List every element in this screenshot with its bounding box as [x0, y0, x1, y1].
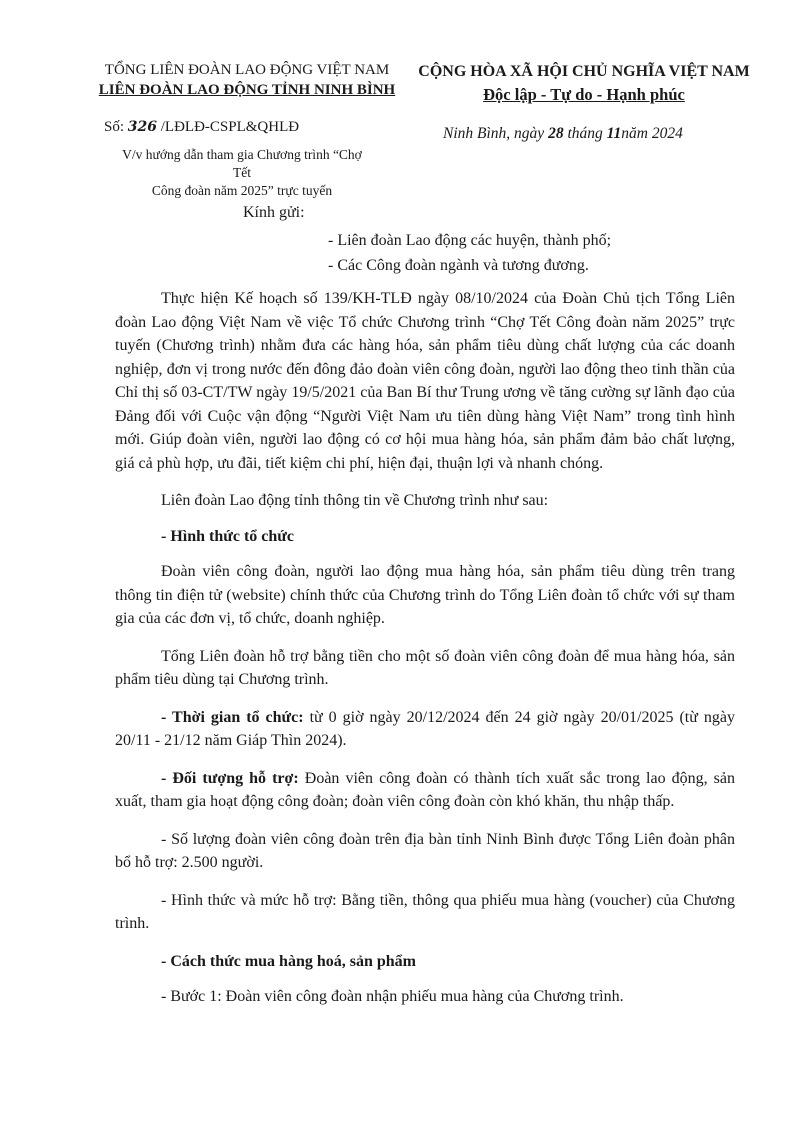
recipient-item: - Liên đoàn Lao động các huyện, thành phố;	[328, 232, 612, 249]
doc-number-prefix: Số:	[104, 119, 125, 135]
heading-format: - Hình thức tổ chức	[161, 527, 294, 545]
paragraph-support: Tổng Liên đoàn hỗ trợ bằng tiền cho một số đoàn viên công đoàn để mua hàng hóa, sản phẩm tiêu dùng tại Chương trình.	[115, 647, 735, 688]
paragraph-intro: Liên đoàn Lao động tỉnh thông tin về Chương trình như sau:	[161, 492, 549, 509]
national-header	[414, 60, 754, 106]
recipient-item: - Các Công đoàn ngành và tương đương.	[328, 257, 589, 274]
paragraph-method: - Hình thức và mức hỗ trợ: Bằng tiền, thông qua phiếu mua hàng (voucher) của Chương trình.	[115, 891, 735, 932]
date-month: 11	[606, 125, 622, 142]
subject-line-1: V/v hướng dẫn tham gia Chương trình “Chợ Tết	[122, 147, 362, 180]
recipient-list	[328, 228, 611, 278]
issuing-organization	[82, 60, 412, 100]
date-line	[443, 125, 683, 143]
issuing-unit: LIÊN ĐOÀN LAO ĐỘNG TỈNH NINH BÌNH	[98, 82, 396, 98]
date-year: năm 2024	[621, 125, 683, 142]
date-month-label: tháng	[567, 125, 603, 142]
national-motto: Độc lập - Tự do - Hạnh phúc	[483, 85, 685, 104]
heading-purchase: - Cách thức mua hàng hoá, sản phẩm	[161, 952, 416, 970]
paragraph-format: Đoàn viên công đoàn, người lao động mua hàng hóa, sản phẩm tiêu dùng trên trang thông tin điện tử (website) chính thức của Chương trình do Tổng Liên đoàn tổ chức với sự tham gia của các đơn vị, tổ chức, doanh nghiệp.	[115, 563, 735, 627]
nation-name: CỘNG HÒA XÃ HỘI CHỦ NGHĨA VIỆT NAM	[418, 63, 750, 80]
doc-number-suffix: /LĐLĐ-CSPL&QHLĐ	[160, 119, 300, 135]
paragraph-step1: - Bước 1: Đoàn viên công đoàn nhận phiếu mua hàng của Chương trình.	[161, 988, 624, 1005]
date-place: Ninh Bình, ngày	[443, 125, 545, 142]
document-subject	[112, 146, 372, 200]
parent-organization: TỔNG LIÊN ĐOÀN LAO ĐỘNG VIỆT NAM	[104, 62, 390, 78]
target-label: - Đối tượng hỗ trợ:	[161, 769, 299, 787]
paragraph-plan: Thực hiện Kế hoạch số 139/KH-TLĐ ngày 08/10/2024 của Đoàn Chủ tịch Tổng Liên đoàn Lao động Việt Nam về việc Tổ chức Chương trình “Chợ Tết Công đoàn năm 2025” trực tuyến (Chương trình) nhằm đưa các hàng hóa, sản phẩm tiêu dùng chất lượng của các doanh nghiệp, đơn vị trong nước đến đông đảo đoàn viên công đoàn, người lao động theo tinh thần của Chỉ thị số 03-CT/TW ngày 19/5/2021 của Ban Bí thư Trung ương về tăng cường sự lãnh đạo của Đảng đối với Cuộc vận động “Người Việt Nam ưu tiên dùng hàng Việt Nam” trong tình hình mới. Giúp đoàn viên, người lao động có cơ hội mua hàng hóa, sản phẩm đảm bảo chất lượng, giá cả phù hợp, ưu đãi, tiết kiệm chi phí, hiện đại, thuận lợi và nhanh chóng.	[115, 290, 735, 472]
document-number	[104, 119, 299, 136]
paragraph-target	[115, 767, 735, 814]
time-label: - Thời gian tổ chức:	[161, 708, 304, 726]
paragraph-quantity: - Số lượng đoàn viên công đoàn trên địa bàn tỉnh Ninh Bình được Tổng Liên đoàn phân bổ hỗ trợ: 2.500 người.	[115, 830, 735, 871]
greeting: Kính gửi:	[243, 204, 305, 221]
document-body	[115, 287, 735, 1023]
time-text: từ 0 giờ ngày 20/12/2024 đến 24 giờ ngày 20/01/2025 (từ ngày 20/11 - 21/12 năm Giáp Thìn 2024).	[115, 708, 735, 749]
target-text: Đoàn viên công đoàn có thành tích xuất sắc trong lao động, sản xuất, tham gia hoạt động công đoàn; đoàn viên công đoàn còn khó khăn, thu nhập thấp.	[115, 769, 735, 810]
subject-line-2: Công đoàn năm 2025” trực tuyến	[151, 183, 333, 198]
date-day: 28	[548, 125, 564, 142]
doc-number-handwritten: 326	[127, 119, 157, 135]
paragraph-time	[115, 706, 735, 753]
